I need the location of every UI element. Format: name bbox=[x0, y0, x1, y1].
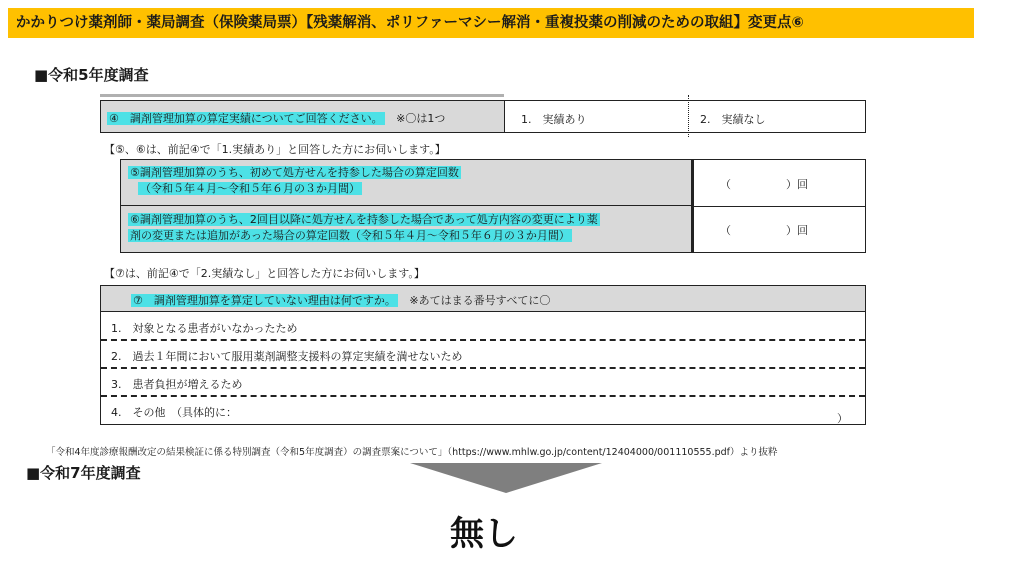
question-6-line1: ⑥調剤管理加算のうち、2回目以降に処方せんを持参した場合であって処方内容の変更により薬 bbox=[130, 213, 598, 226]
section-heading-r7: ■令和7年度調査 bbox=[26, 464, 141, 482]
page-title: かかりつけ薬剤師・薬局調査（保険薬局票）【残薬解消、ポリファーマシー解消・重複投薬の削減のための取組】変更点⑥ bbox=[8, 8, 974, 38]
option-separator bbox=[688, 95, 689, 137]
answer-cells-5-6 bbox=[692, 159, 866, 253]
question-5-6-border bbox=[120, 159, 692, 253]
result-none: 無し bbox=[450, 514, 518, 554]
question-5-line2: （令和５年４月～令和５年６月の３か月間） bbox=[140, 182, 360, 195]
down-arrow-icon bbox=[410, 463, 602, 493]
answer-5-cell bbox=[694, 160, 865, 207]
source-citation: 「令和4年度診療報酬改定の結果検証に係る特別調査（令和5年度調査）の調査票案について」（https://www.mhlw.go.jp/content/12404000/001110555.pdf）より抜粋 bbox=[46, 447, 778, 458]
dashed-divider bbox=[101, 367, 865, 369]
other-close-paren: ） bbox=[837, 412, 848, 425]
question-5-line1: ⑤調剤管理加算のうち、初めて処方せんを持参した場合の算定回数 bbox=[130, 166, 459, 179]
option-3[interactable]: 3. 患者負担が増えるため bbox=[111, 378, 243, 391]
section-heading-r5: ■令和5年度調査 bbox=[34, 66, 149, 84]
question-4-options bbox=[504, 100, 866, 133]
question-7-cell bbox=[100, 285, 866, 311]
question-4-cell bbox=[100, 100, 504, 133]
question-7-options bbox=[100, 311, 866, 425]
option-4-other[interactable]: 4. その他 （具体的に： bbox=[111, 406, 237, 419]
note-q7: 【⑦は、前記④で「2.実績なし」と回答した方にお伺いします。】 bbox=[104, 267, 425, 280]
answer-6-count-field[interactable]: （ ）回 bbox=[720, 224, 808, 237]
survey-form-excerpt bbox=[100, 97, 866, 431]
question-6-line2: 剤の変更または追加があった場合の算定回数（令和５年４月～令和５年６月の３か月間） bbox=[130, 229, 570, 242]
question-7-label: ⑦ 調剤管理加算を算定していない理由は何ですか。 bbox=[133, 294, 396, 307]
option-2[interactable]: 2. 過去１年間において服用薬剤調整支援料の算定実績を満せないため bbox=[111, 350, 463, 363]
option-yes[interactable]: 1. 実績あり bbox=[521, 113, 587, 126]
answer-5-count-field[interactable]: （ ）回 bbox=[720, 178, 808, 191]
note-q5-q6: 【⑤、⑥は、前記④で「1.実績あり」と回答した方にお伺いします。】 bbox=[104, 143, 446, 156]
question-4-note: ※〇は1つ bbox=[396, 112, 446, 125]
option-no[interactable]: 2. 実績なし bbox=[700, 113, 766, 126]
dashed-divider bbox=[101, 395, 865, 397]
option-1[interactable]: 1. 対象となる患者がいなかったため bbox=[111, 322, 298, 335]
question-7-note: ※あてはまる番号すべてに〇 bbox=[409, 294, 551, 307]
dashed-divider bbox=[101, 339, 865, 341]
question-4-label: ④ 調剤管理加算の算定実績についてご回答ください。 bbox=[109, 112, 383, 125]
